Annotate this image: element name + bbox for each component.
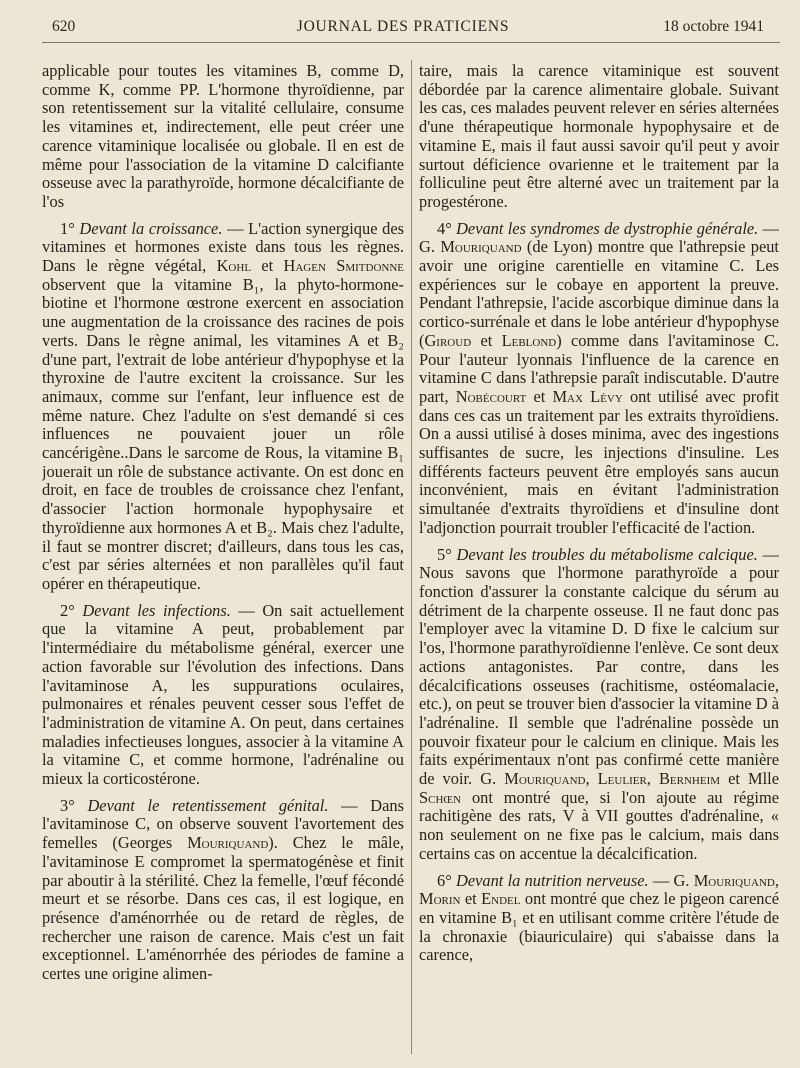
section-lead: Devant les syndromes de dystrophie générale. — [456, 218, 759, 238]
body-text: — Dans l'avitaminose C, on observe souvent l'avortement des femelles (Georges — [42, 795, 404, 853]
body-text: ). Chez le mâle, l'avitaminose E compromet la spermatogénèse et finit par aboutir à la stérilité. Chez la femelle, l'œuf fécondé meurt et se résorbe. Dans ces cas, il est logique, en présence d'aménorrhée ou de retard de règles, de rechercher une raison de carence. Mais c'est un fait exceptionnel. L'aménorrhée des périodes de famine a certes une origine alimen- — [42, 833, 404, 984]
body-text: taire, mais la carence vitaminique est souvent débordée par la carence alimentaire globale. Suivant les cas, ces malades peuvent relever en séries alternées d'une thérapeutique hormonale hypophysaire et de vitamine E, mais il faut aussi savoir qu'il peut y avoir surtout déficience ovarienne et le traitement par la folliculine peut être alterné avec un traitement par la progestérone. — [419, 62, 779, 211]
column-divider — [411, 60, 412, 1054]
paragraph-metabolisme-calcique — [419, 546, 779, 864]
issue-date: 18 octobre 1941 — [663, 18, 764, 35]
author-name: Leulier — [597, 769, 647, 789]
body-text: 4° — [437, 218, 457, 238]
author-name: Giroud — [424, 330, 472, 350]
header-rule — [42, 42, 780, 43]
paragraph-carence-continued — [419, 62, 779, 212]
body-text: — G. — [419, 218, 779, 257]
body-text: et Mlle — [720, 769, 779, 789]
body-text: et — [251, 256, 284, 276]
body-text: ) comme dans l'avitaminose C. Pour l'auteur lyonnais l'influence de la carence en vitamine C dans l'athrepsie paraît indiscutable. D'autre part, — [419, 330, 779, 406]
running-header — [42, 18, 764, 40]
author-name: Mouriquand — [440, 237, 522, 257]
body-text: et — [460, 889, 482, 909]
body-text: , — [585, 769, 598, 789]
section-lead: Devant la nutrition nerveuse. — [456, 870, 649, 890]
body-text: applicable pour toutes les vitamines B, comme D, comme K, comme PP. L'hormone thyroïdienne, par son retentissement sur la vitalité cellulaire, consume les vitamines et, indirectement, elle peut créer une carence vitaminique localisée ou globale. Il en est de même pour l'association de la vitamine D calcifiante osseuse avec la parathyroïde, hormone décalcifiante de l'os — [42, 62, 404, 211]
paragraph-croissance — [42, 220, 404, 594]
paragraph-intro-continued — [42, 62, 404, 212]
body-text: (de Lyon) montre que l'athrepsie peut avoir une origine carentielle en vitamine C. Les expériences sur le cobaye en apportent la preuve. Pendant l'athrepsie, l'acide ascorbique diminue dans la cortico-surrénale et dans le lobe antérieur d'hypophyse ( — [419, 237, 779, 350]
section-lead: Devant le retentissement génital. — [87, 795, 329, 815]
author-name: Morin — [419, 889, 461, 909]
body-text: 5° — [437, 544, 457, 564]
body-text: , — [646, 769, 659, 789]
right-column — [419, 62, 779, 1056]
section-lead: Devant les infections. — [82, 600, 231, 620]
body-text: — L'action synergique des vitamines et hormones existe dans tous les règnes. Dans le règne végétal, — [42, 218, 404, 276]
author-name: Bernheim — [659, 769, 721, 789]
body-text: observent que la vitamine B₁, la phyto-hormone-biotine et l'hormone œstrone exercent en association une augmentation de la croissance des racines de pois verts. Dans le règne animal, les vitamines A et B₂ d'une part, l'extrait de lobe antérieur d'hypophyse et la thyroxine de l'autre excitent la croissance. Sur les animaux, comme sur l'enfant, leur influence est de même nature. Chez l'adulte on s'est demandé si ces influences ne pouvaient jouer un rôle cancérigène..Dans le sarcome de Rous, la vitamine B₁ jouerait un rôle de substance activante. On est donc en droit, en face de troubles de croissance chez l'enfant, d'associer l'action hormonale hypophysaire et thyroïdienne aux hormones A et B₂. Mais chez l'adulte, il faut se montrer discret; d'ailleurs, dans tous les cas, c'est par séries alternées et non parallèles qu'il faut opérer en thérapeutique. — [42, 274, 404, 593]
body-text: , — [774, 870, 779, 890]
body-text: et — [526, 386, 553, 406]
author-name: Hagen Smitdonne — [283, 256, 404, 276]
body-text: ont montré que chez le pigeon carencé en vitamine B₁ et en utilisant comme critère l'étude de la chronaxie (biauriculaire) qui s'abaisse dans la carence, — [419, 889, 779, 965]
body-text: — On sait actuellement que la vitamine A peut, probablement par l'intermédiaire du métabolisme général, exercer une action favorable sur l'évolution des infections. Dans l'avitaminose A, les suppurations oculaires, pulmonaires et rénales peuvent cesser sous l'effet de l'administration de vitamine A. On peut, dans certaines maladies infectieuses longues, associer à la vitamine A la vitamine C, et comme hormone, l'adrénaline ou mieux la corticostérone. — [42, 600, 404, 789]
journal-title: JOURNAL DES PRATICIENS — [296, 18, 510, 35]
body-text: 2° — [60, 600, 83, 620]
body-text: 6° — [437, 870, 457, 890]
paragraph-dystrophie — [419, 220, 779, 538]
paragraph-retentissement-genital — [42, 797, 404, 984]
author-name: Max Lévy — [552, 386, 623, 406]
body-text: 1° — [60, 218, 80, 238]
paragraph-infections — [42, 602, 404, 789]
section-lead: Devant les troubles du métabolisme calcique. — [456, 544, 758, 564]
author-name: Endel — [481, 889, 521, 909]
body-text: ont montré que, si l'on ajoute au régime rachitigène des rats, V à VII gouttes d'adrénaline, « non seulement on ne fixe pas le calcium, mais dans certains cas on accentue la décalcification. — [419, 787, 779, 863]
body-text: et — [471, 330, 502, 350]
author-name: Nobécourt — [455, 386, 527, 406]
author-name: Mouriquand — [504, 769, 586, 789]
page-number: 620 — [52, 18, 76, 35]
body-text: 3° — [60, 795, 88, 815]
paragraph-nutrition-nerveuse — [419, 872, 779, 966]
body-text: ont utilisé avec profit dans ces cas un traitement par les extraits thyroïdiens. On a aussi utilisé à doses minima, avec des ingestions suffisantes de sucre, les injections d'insuline. Les différents facteurs peuvent être employés sans aucun inconvénient, mais en évitant l'administration simultanée d'extraits thyroïdiens et d'insuline dont l'adjonction pourrait troubler l'efficacité de l'action. — [419, 386, 779, 537]
author-name: Kohl — [216, 256, 252, 276]
section-lead: Devant la croissance. — [79, 218, 223, 238]
author-name: Mouriquand — [187, 833, 269, 853]
author-name: Leblond — [501, 330, 557, 350]
body-text: — Nous savons que l'hormone parathyroïde a pour fonction d'assurer la constante calcique du sérum au détriment de la charpente osseuse. Il ne faut donc pas l'employer avec la vitamine D. D fixe le calcium sur l'os, l'hormone parathyroïdienne l'enlève. Ce sont deux actions antagonistes. Par contre, dans les décalcifications osseuses (rachitisme, ostéomalacie, etc.), on peut se trouver bien d'associer la vitamine D à l'adrénaline. Il semble que l'adrénaline possède un pouvoir fixateur pour le calcium en clinique. Mais les faits expérimentaux n'ont pas confirmé cette manière de voir. G. — [419, 544, 779, 789]
body-text: — G. — [648, 870, 694, 890]
author-name: Schœn — [419, 787, 462, 807]
author-name: Mouriquand — [693, 870, 775, 890]
left-column — [42, 62, 404, 1056]
